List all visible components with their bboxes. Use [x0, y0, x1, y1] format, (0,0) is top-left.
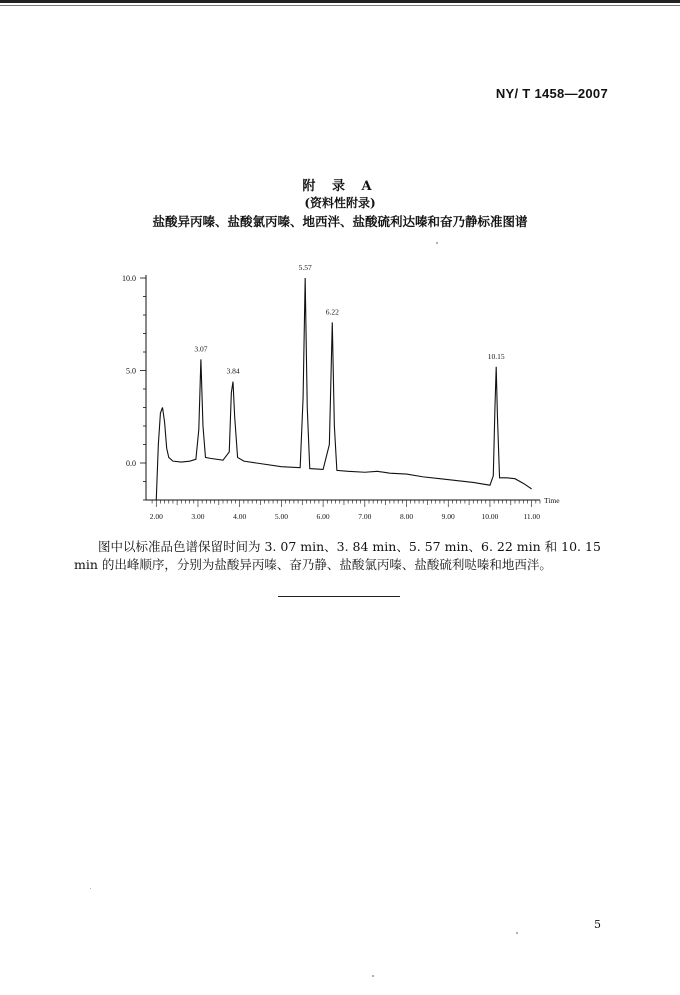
chromatogram-trace	[156, 278, 531, 500]
x-axis-title: Time	[544, 496, 560, 505]
x-tick-label: 7.00	[358, 512, 372, 521]
x-tick-label: 8.00	[399, 512, 414, 521]
peak-label: 6.22	[325, 307, 339, 317]
page-number: 5	[594, 918, 601, 931]
x-tick-label: 4.00	[233, 512, 247, 521]
x-tick-label: 11.00	[523, 512, 540, 521]
peak-labels	[194, 263, 505, 376]
x-tick-label: 6.00	[316, 512, 330, 521]
peak-label: 3.84	[226, 366, 240, 376]
peak-label: 10.15	[487, 351, 505, 361]
top-border-rule	[0, 0, 680, 3]
x-tick-label: 5.00	[274, 512, 288, 521]
y-tick-label: 5.0	[126, 366, 136, 376]
annex-heading: 盐酸异丙嗪、盐酸氯丙嗪、地西泮、盐酸硫利达嗪和奋乃静标准图谱	[152, 214, 528, 229]
chart-axes	[146, 275, 540, 500]
annex-title: 附 录 A	[302, 179, 378, 194]
x-tick-label: 3.00	[191, 512, 205, 521]
chart-labels	[122, 274, 560, 521]
peak-label: 3.07	[194, 344, 208, 354]
x-tick-label: 10.00	[481, 512, 499, 521]
scan-speck	[372, 975, 374, 977]
annex-type: (资料性附录)	[304, 196, 376, 210]
scan-speck	[516, 932, 518, 934]
standard-code: NY/ T 1458—2007	[495, 86, 608, 101]
y-tick-label: 10.0	[122, 274, 136, 283]
top-border-rule-thin	[0, 5, 680, 6]
end-rule	[278, 596, 400, 597]
scan-speck	[436, 242, 438, 244]
x-tick-label: 2.00	[149, 512, 163, 521]
chart-caption: 图中以标准品色谱保留时间为 3. 07 min、3. 84 min、5. 57 min、6. 22 min 和 10. 15 min 的出峰顺序，分别为盐酸异丙嗪、奋乃静、盐酸氯丙嗪、盐酸硫利哒嗪和地西泮。	[74, 539, 601, 572]
chromatogram-chart	[0, 255, 680, 530]
y-tick-label: 0.0	[126, 459, 136, 468]
scan-speck	[90, 888, 91, 889]
x-tick-label: 9.00	[441, 512, 455, 521]
peak-label: 5.57	[298, 263, 312, 272]
